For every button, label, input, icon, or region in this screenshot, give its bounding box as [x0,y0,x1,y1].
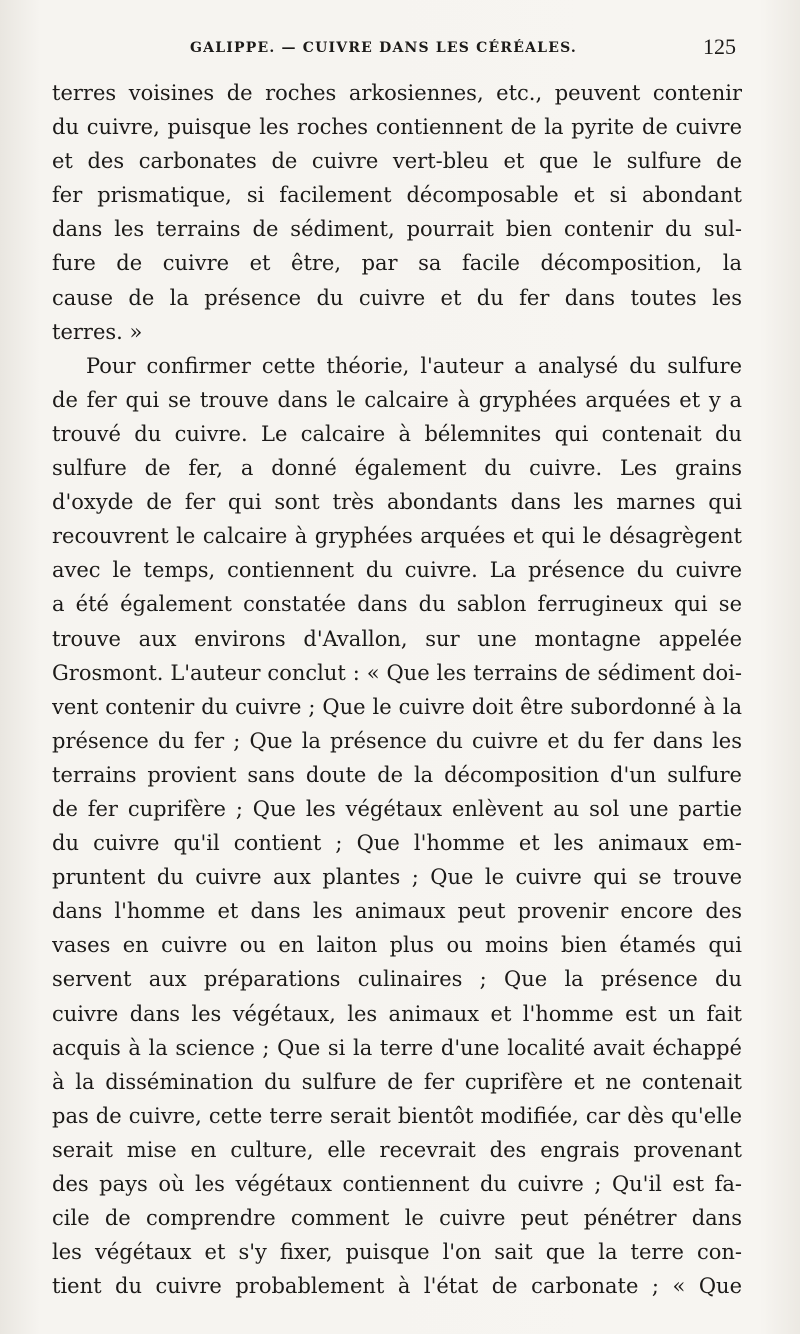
text-line: vases en cuivre ou en laiton plus ou moins bien étamés qui [52,933,742,958]
text-line: serait mise en culture, elle recevrait des engrais provenant [52,1137,742,1162]
text-line: cuivre dans les végétaux, les animaux et l'homme est un fait [52,1001,742,1026]
text-line: présence du fer ; Que la présence du cuivre et du fer dans les [52,728,742,753]
text-line: vent contenir du cuivre ; Que le cuivre doit être subordonné à la [52,694,742,719]
text-line: terres voisines de roches arkosiennes, etc., peuvent contenir [52,81,742,105]
text-line: du cuivre qu'il contient ; Que l'homme et les animaux em- [52,831,742,856]
text-line: de fer cuprifère ; Que les végétaux enlèvent au sol une partie [52,796,742,821]
text-line: cause de la présence du cuivre et du fer dans toutes les [52,285,742,310]
text-line: les végétaux et s'y fixer, puisque l'on sait que la terre con- [52,1240,742,1265]
text-line: acquis à la science ; Que si la terre d'une localité avait échappé [52,1035,742,1060]
text-line: terrains provient sans doute de la décomposition d'un sulfure [52,762,742,787]
body-text [52,76,742,1303]
text-line: des pays où les végétaux contiennent du cuivre ; Qu'il est fa- [52,1172,742,1196]
text-line: trouvé du cuivre. Le calcaire à bélemnites qui contenait du [52,421,742,446]
text-line: dans l'homme et dans les animaux peut provenir encore des [52,899,742,924]
text-line: trouve aux environs d'Avallon, sur une montagne appelée [52,626,742,651]
text-line: pruntent du cuivre aux plantes ; Que le cuivre qui se trouve [52,865,742,890]
running-head: GALIPPE. — CUIVRE DANS LES CÉRÉALES. [190,40,577,56]
text-line: a été également constatée dans du sablon ferrugineux qui se [52,592,742,617]
text-line: recouvrent le calcaire à gryphées arquées et qui le désagrègent [52,524,742,549]
text-line: à la dissémination du sulfure de fer cuprifère et ne contenait [52,1069,742,1094]
text-line: cile de comprendre comment le cuivre peut pénétrer dans [52,1206,742,1231]
text-line: servent aux préparations culinaires ; Que la présence du [52,967,742,992]
text-line: terres. » [52,319,143,344]
page-number: 125 [703,34,736,59]
text-line: dans les terrains de sédiment, pourrait bien contenir du sul- [52,217,742,242]
text-line: tient du cuivre probablement à l'état de carbonate ; « Que [52,1274,742,1299]
paragraph-first-line: Pour confirmer cette théorie, l'auteur a analysé du sulfure [86,353,742,378]
text-line: de fer qui se trouve dans le calcaire à gryphées arquées et y a [52,387,742,412]
text-line: sulfure de fer, a donné également du cuivre. Les grains [52,456,742,481]
page-header [60,34,740,64]
text-line: et des carbonates de cuivre vert-bleu et que le sulfure de [52,149,742,174]
text-line: fer prismatique, si facilement décomposable et si abondant [52,183,742,208]
text-line: fure de cuivre et être, par sa facile décomposition, la [52,251,742,276]
text-line: avec le temps, contiennent du cuivre. La présence du cuivre [52,558,742,583]
text-line: Grosmont. L'auteur conclut : « Que les terrains de sédiment doi- [52,660,742,685]
text-line: d'oxyde de fer qui sont très abondants dans les marnes qui [52,490,742,515]
text-line: du cuivre, puisque les roches contiennent de la pyrite de cuivre [52,115,742,140]
text-line: pas de cuivre, cette terre serait bientôt modifiée, car dès qu'elle [52,1103,742,1128]
